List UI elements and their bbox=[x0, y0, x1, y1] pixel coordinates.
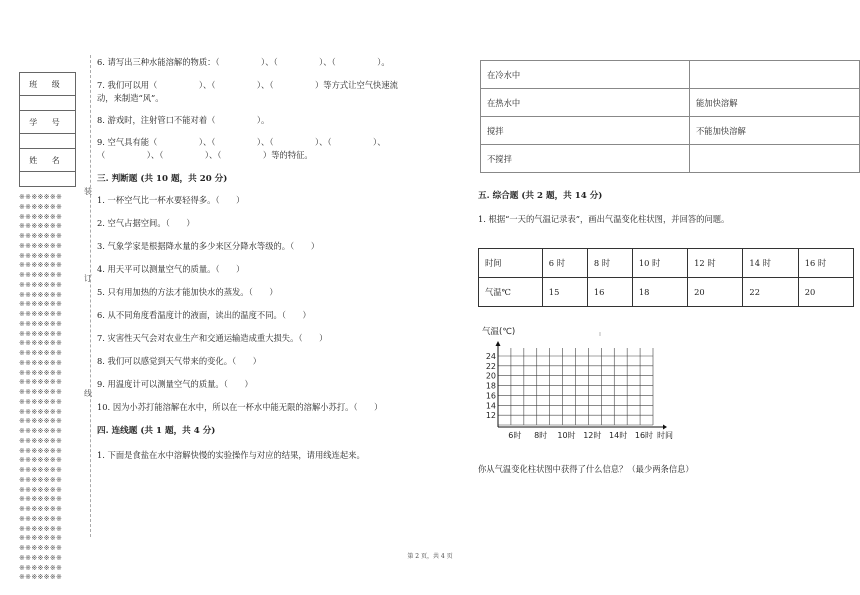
chart-y-tick-label: 22 bbox=[485, 361, 496, 371]
judge-5: 5. 只有用加热的方法才能加快水的蒸发。（ ） bbox=[97, 287, 278, 297]
binding-char-xian: 线 bbox=[84, 389, 92, 398]
temp-header-cell: 10 时 bbox=[632, 249, 687, 278]
id-label: 学 号 bbox=[20, 111, 76, 134]
judge-2: 2. 空气占据空间。（ ） bbox=[97, 218, 195, 228]
temp-value-cell: 18 bbox=[632, 278, 687, 307]
chart-info-question: 你从气温变化柱状图中获得了什么信息？（最少两条信息） bbox=[478, 464, 694, 474]
judge-4: 4. 用天平可以测量空气的质量。（ ） bbox=[97, 264, 245, 274]
chart-x-tick-label: 16时 bbox=[634, 431, 654, 440]
class-label: 班 级 bbox=[20, 73, 76, 96]
matching-question-1: 1. 下面是食盐在水中溶解快慢的实验操作与对应的结果，请用线连起来。 bbox=[97, 450, 365, 460]
temp-value-cell: 15 bbox=[542, 278, 587, 307]
judge-6: 6. 从不同角度看温度计的液面，读出的温度不同。（ ） bbox=[97, 310, 311, 320]
match-left-1[interactable]: 在冷水中 bbox=[481, 61, 690, 89]
temp-header-cell: 14 时 bbox=[743, 249, 798, 278]
section-3-title: 三. 判断题 (共 10 题，共 20 分) bbox=[97, 174, 228, 184]
student-info-table bbox=[19, 72, 76, 187]
chart-y-tick-label: 12 bbox=[485, 411, 496, 421]
temperature-table bbox=[478, 248, 854, 307]
section-5-title: 五. 综合题 (共 2 题，共 14 分) bbox=[478, 191, 603, 201]
chart-x-tick-label: 14时 bbox=[609, 431, 628, 440]
match-right-1[interactable] bbox=[690, 61, 860, 89]
chart-y-arrow bbox=[496, 341, 501, 346]
chart-x-tick-label: 12时 bbox=[583, 431, 602, 440]
binding-char-zhuang: 装 bbox=[84, 187, 92, 196]
match-right-2[interactable]: 能加快溶解 bbox=[690, 89, 860, 117]
name-label: 姓 名 bbox=[20, 149, 76, 172]
chart-x-tick-label: 6时 bbox=[508, 431, 522, 440]
temp-header-cell: 8 时 bbox=[587, 249, 632, 278]
chart-y-tick-label: 24 bbox=[485, 352, 496, 361]
chart-ylabel: 气温(℃) bbox=[482, 327, 516, 337]
page-footer: 第 2 页，共 4 页 bbox=[407, 553, 453, 560]
temperature-chart-grid[interactable] bbox=[478, 322, 698, 447]
binding-pattern: ※※※※※※※ ※※※※※※※ ※※※※※※※ ※※※※※※※ ※※※※※※※ ※※※※※※※ ※※※※※※※ ※※※※※※※ ※※※※※※※ ※※※※※※※ ※※※※※※※ ※※※※※※※ ※※※※※※※ ※※※※※※※ ※※※※※※※ ※※※※※※※ ※※※※※※※ ※※※※※※※ ※※※※※※※ ※※※※※※※ ※※※※※※※ ※※※※※※※ ※※※※※※※ ※※※※※※※ ※※※※※※※ ※※※※※※※ ※※※※※※※ ※※※※※※※ ※※※※※※※ ※※※※※※※ ※※※※※※※ ※※※※※※※ ※※※※※※※ ※※※※※※※ ※※※※※※※ ※※※※※※※ ※※※※※※※ ※※※※※※※ ※※※※※※※ ※※※※※※※ bbox=[19, 193, 63, 582]
temp-value-cell: 气温℃ bbox=[479, 278, 543, 307]
binding-char-ding: 订 bbox=[84, 274, 92, 283]
chart-y-tick-label: 16 bbox=[485, 391, 496, 401]
temp-header-cell: 6 时 bbox=[542, 249, 587, 278]
judge-7: 7. 灾害性天气会对农业生产和交通运输造成重大损失。（ ） bbox=[97, 333, 328, 343]
question-7-line2: 动，来制造“风”。 bbox=[97, 93, 164, 103]
chart-x-tick-label: 8时 bbox=[534, 431, 548, 440]
judge-3: 3. 气象学家是根据降水量的多少来区分降水等级的。（ ） bbox=[97, 241, 320, 251]
temp-header-cell: 12 时 bbox=[688, 249, 743, 278]
question-9-line2: （ ）、（ ）、（ ）等的特征。 bbox=[97, 150, 313, 160]
match-left-3[interactable]: 搅拌 bbox=[481, 117, 690, 145]
chart-x-arrow bbox=[663, 425, 667, 430]
chart-y-tick-label: 20 bbox=[485, 371, 496, 381]
binding-dash-line bbox=[90, 55, 91, 537]
question-8: 8. 游戏时，注射管口不能对着（ ）。 bbox=[97, 115, 270, 125]
chart-x-tick-label: 10时 bbox=[557, 431, 576, 440]
temp-value-cell: 16 bbox=[587, 278, 632, 307]
judge-10: 10. 因为小苏打能溶解在水中，所以在一杯水中能无限的溶解小苏打。（ ） bbox=[97, 402, 383, 412]
chart-y-tick-label: 18 bbox=[485, 381, 496, 391]
temp-header-cell: 16 时 bbox=[798, 249, 853, 278]
id-field[interactable] bbox=[20, 134, 76, 149]
temp-value-cell: 22 bbox=[743, 278, 798, 307]
question-6: 6. 请写出三种水能溶解的物质：（ ）、（ ）、（ ）。 bbox=[97, 57, 390, 67]
match-left-2[interactable]: 在热水中 bbox=[481, 89, 690, 117]
judge-1: 1. 一杯空气比一杯水要轻得多。（ ） bbox=[97, 195, 245, 205]
question-7-line1: 7. 我们可以用（ ）、（ ）、（ ）等方式让空气快速流 bbox=[97, 80, 398, 90]
matching-table bbox=[480, 60, 860, 173]
temp-value-cell: 20 bbox=[798, 278, 853, 307]
question-9-line1: 9. 空气具有能（ ）、（ ）、（ ）、（ ）、 bbox=[97, 137, 386, 147]
match-left-4[interactable]: 不搅拌 bbox=[481, 145, 690, 173]
chart-xlabel: 时间 bbox=[657, 431, 673, 440]
judge-8: 8. 我们可以感觉到天气带来的变化。（ ） bbox=[97, 356, 262, 366]
section-4-title: 四. 连线题 (共 1 题，共 4 分) bbox=[97, 426, 216, 436]
class-field[interactable] bbox=[20, 96, 76, 111]
comprehensive-question-1: 1. 根据“一天的气温记录表”，画出气温变化柱状图，并回答的问题。 bbox=[478, 214, 730, 224]
chart-y-tick-label: 14 bbox=[485, 401, 496, 411]
match-right-3[interactable]: 不能加快溶解 bbox=[690, 117, 860, 145]
match-right-4[interactable] bbox=[690, 145, 860, 173]
judge-9: 9. 用温度计可以测量空气的质量。（ ） bbox=[97, 379, 253, 389]
temp-value-cell: 20 bbox=[688, 278, 743, 307]
name-field[interactable] bbox=[20, 172, 76, 187]
temp-header-cell: 时间 bbox=[479, 249, 543, 278]
